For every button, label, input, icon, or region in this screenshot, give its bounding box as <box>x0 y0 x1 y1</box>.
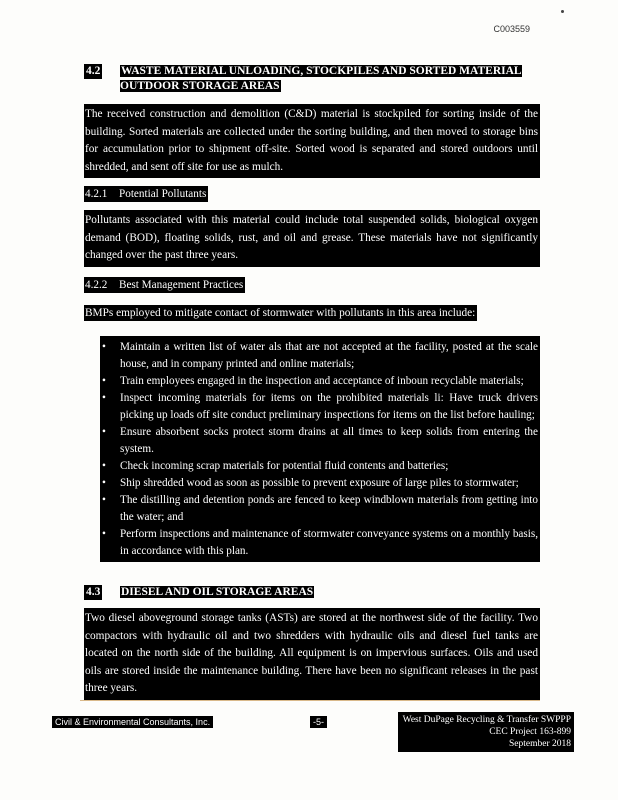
list-item: • Perform inspections and maintenance of stormwater conveyance systems on a monthly basis, in accordance with this plan. <box>102 528 538 557</box>
bmp-intro: BMPs employed to mitigate contact of stormwater with pollutants in this area include: <box>85 307 476 319</box>
bullet-mark: • <box>102 341 106 353</box>
bullet-mark: • <box>102 460 106 472</box>
section-4-2-paragraph: The received construction and demolition (C&D) material is stockpiled for sorting inside of the building. Sorted materials are collected under the sorting building, and then moved to storage bins for accumulation prior to shipment off-site. Sorted wood is separated and stored outdoors until shredded, and sent off site for use as mulch. <box>84 104 540 178</box>
footer-divider <box>80 700 540 701</box>
bullet-mark: • <box>102 392 106 404</box>
section-4-3-title: DIESEL AND OIL STORAGE AREAS <box>121 586 314 598</box>
bullet-mark: • <box>102 477 106 489</box>
section-4-2-1-paragraph: Pollutants associated with this material could include total suspended solids, biological oxygen demand (BOD), floating solids, rust, and oil and grease. These materials have not significantly changed over the past three years. <box>84 210 540 267</box>
section-4-2-number: 4.2 <box>86 65 101 77</box>
page-number: -5- <box>310 716 327 728</box>
section-4-3-heading <box>84 585 540 601</box>
bullet-mark: • <box>102 375 106 387</box>
footer-date: September 2018 <box>508 739 571 749</box>
footer-project-title: West DuPage Recycling & Transfer SWPPP <box>402 715 571 725</box>
section-4-2-1-title: Potential Pollutants <box>119 188 207 200</box>
section-4-3-number: 4.3 <box>86 586 101 598</box>
section-4-2-2-title: Best Management Practices <box>119 279 244 291</box>
document-id: C003559 <box>493 24 530 34</box>
section-4-2-title: WASTE MATERIAL UNLOADING, STOCKPILES AND SORTED MATERIAL OUTDOOR STORAGE AREAS <box>120 65 522 92</box>
footer-project-info <box>398 712 574 752</box>
list-item: • Ship shredded wood as soon as possible to prevent exposure of large piles to stormwater; <box>102 475 538 492</box>
bmp-bullet-list <box>100 336 540 562</box>
footer-project-number: CEC Project 163-899 <box>489 727 571 737</box>
section-4-3-paragraph: Two diesel aboveground storage tanks (ASTs) are stored at the northwest side of the facility. Two compactors with hydraulic oil and two shredders with hydraulic oils and diesel fuel tanks are located on the north side of the building. All equipment is on impervious surfaces. Oils and used oils are stored inside the maintenance building. There have been no significant releases in the past three years. <box>84 608 540 700</box>
list-item: • Train employees engaged in the inspection and acceptance of inboun recyclable materials; <box>102 373 538 390</box>
list-item: • Inspect incoming materials for items on the prohibited materials li: Have truck drivers picking up loads off site conduct preliminary inspections for items on the list before hauling; <box>102 392 538 421</box>
list-item: • The distilling and detention ponds are fenced to keep windblown materials from getting into the water; and <box>102 494 538 523</box>
list-item: • Check incoming scrap materials for potential fluid contents and batteries; <box>102 458 538 475</box>
footer-company: Civil & Environmental Consultants, Inc. <box>52 716 213 728</box>
bullet-mark: • <box>102 494 106 506</box>
list-item: • Ensure absorbent socks protect storm drains at all times to keep solids from entering the system. <box>102 426 538 455</box>
section-4-2-1-number: 4.2.1 <box>85 188 108 200</box>
section-4-2-heading <box>84 64 540 94</box>
section-4-2-2-heading <box>84 277 245 293</box>
section-4-2-1-heading <box>84 186 208 202</box>
list-item: • Maintain a written list of water als that are not accepted at the facility, posted at the scale house, and in company printed and online materials; <box>102 341 538 370</box>
scan-speck <box>561 10 564 13</box>
bullet-mark: • <box>102 426 106 438</box>
section-4-2-2-number: 4.2.2 <box>85 279 108 291</box>
bullet-mark: • <box>102 528 106 540</box>
